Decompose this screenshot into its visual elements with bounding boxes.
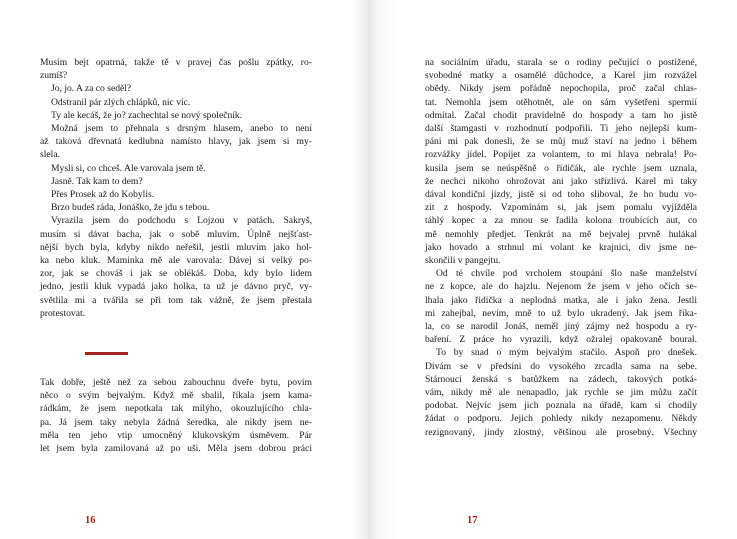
text-line: žádat o podporu. Jejich pohledy nikdy nezapomenu. Někdy xyxy=(425,413,697,425)
text-line: podobat. Nejvíc jsem jich poznala na úřadě, kam si chodily xyxy=(425,400,697,412)
text-line: rádkám, že jsem nepotkala tak milýho, okouzlujícího chla- xyxy=(40,403,312,415)
section-divider xyxy=(85,352,128,355)
text-line: baření. Z práce ho vyrazili, když ožralej opakovaně boural. xyxy=(425,334,697,346)
left-text-section-1 xyxy=(40,56,312,320)
text-line: něco o svým bejvalým. Když mě sbalil, říkala jsem kama- xyxy=(40,390,312,402)
left-text-section-2 xyxy=(40,376,312,455)
text-line: Tak dobře, ještě než za sebou zabouchnu dveře bytu, povím xyxy=(40,377,312,388)
text-line: skončili v pangejtu. xyxy=(425,255,501,267)
text-line: mi zahejbal, nevím, mně to už bylo ukradený. Jak jsem říka- xyxy=(425,307,697,319)
text-line: ne z kopce, ale do hajzlu. Nejenom že jsem v jeho očích se- xyxy=(425,281,697,293)
text-line: zumíš? xyxy=(40,70,68,82)
text-line: Dívám se v předsíni do vysokého zrcadla sama na sebe. xyxy=(425,360,697,372)
text-line: zor, jak se chováš i jak se oblékáš. Doba, kdy bylo lidem xyxy=(40,268,312,280)
text-line: páni mi pak donesli, že se můj muž staví na jedno i během xyxy=(425,136,697,148)
text-line: světlila mi a tvářila se při tom tak vážně, že jsem přestala xyxy=(40,294,312,306)
text-line: rezignovaný, jindy zlostný, většinou ale prosebný. Všechny xyxy=(425,426,697,438)
right-page xyxy=(368,0,736,539)
text-line: Jo, jo. A za co seděl? xyxy=(51,83,132,95)
text-line: obědy. Nikdy jsem pořádně nepochopila, proč začal chlas- xyxy=(425,83,697,95)
text-line: pa. Já jsem taky nebyla žádná šeredka, ale nikdy jsem ne- xyxy=(40,416,312,428)
text-line: Možná jsem to přehnala s drsným hlasem, anebo to není xyxy=(51,123,312,135)
text-line: že nechci nikoho ohrožovat ani jako střízlivá. Karel mi taky xyxy=(425,175,697,187)
text-line: Od té chvíle pod vrcholem stoupání šlo naše manželství xyxy=(436,268,697,280)
text-line: let jsem byla zamilovaná až po uši. Měla jsem dobrou práci xyxy=(40,443,312,455)
text-line: další štamgasti v rozhodnutí podpořili. Ti jeho nejlepší kum- xyxy=(425,123,697,135)
text-line: lhala jako řidička a neplodná matka, ale i jako žena. Jestli xyxy=(425,294,697,306)
text-line: svobodné matky a osamělé důchodce, a Karel jim rozvážel xyxy=(425,70,697,82)
text-line: tat. Nemohla jsem otěhotnět, ale on sám vyšetření spermií xyxy=(425,96,697,108)
text-line: Mysli si, co chceš. Ale varovala jsem tě. xyxy=(51,162,206,174)
left-page xyxy=(0,0,368,539)
text-line: Ty ale kecáš, že jo? zachechtal se nový společník. xyxy=(51,109,243,121)
text-line: protestovat. xyxy=(40,307,86,319)
text-line: ka nebo kluk. Maminka mě ale varovala: Dávej si velký po- xyxy=(40,255,312,267)
text-line: Stárnoucí ženská s batůžkem na zádech, takových potká- xyxy=(425,373,697,385)
text-line: zit z hospody. Vzpomínám si, jak jsem pomalu vyjížděla xyxy=(425,202,697,214)
text-line: odmítal. Začal chodit pravidelně do hospody a tam ho jistě xyxy=(425,109,697,121)
text-line: kusila jsem se neúspěšně o řidičák, ale rychle jsem uznala, xyxy=(425,162,697,174)
page-number-right: 17 xyxy=(467,515,478,526)
page-number-left: 16 xyxy=(85,515,96,526)
text-line: na sociálním úřadu, starala se o rodiny pečující o postižené, xyxy=(425,57,697,68)
text-line: la, co se narodil Jonáš, neměl jiný zájmy než hospodu a ry- xyxy=(425,321,697,333)
text-line: slela. xyxy=(40,149,60,161)
text-line: Přes Prosek až do Kobylis. xyxy=(51,189,155,201)
text-line: Jasně. Tak kam to dem? xyxy=(51,175,143,187)
text-line: rozvážky jídel. Popíjet za volantem, to mi hlava nebrala! Po- xyxy=(425,149,697,161)
text-line: jedno, jestli kluk vypadá jako holka, ta už je dávno pryč, vy- xyxy=(40,281,312,293)
text-line: vám, nikdy mě ale nenapadlo, jak rychle se jim můžu začít xyxy=(425,387,697,399)
text-line: měla ten jeho vtip umocněný klukovským úsměvem. Pár xyxy=(40,429,312,441)
text-line: táhlý kopec a za mnou se řadila kolona troubících aut, co xyxy=(425,215,697,227)
text-line: To by snad o mým bejvalým stačilo. Aspoň pro dnešek. xyxy=(436,347,697,359)
text-line: dával kondiční jízdy, jistě si od toho sliboval, že ho budu vo- xyxy=(425,189,697,201)
text-line: až taková dřevnatá kedlubna namísto hlavy, jak jsem si my- xyxy=(40,136,312,148)
text-line: mě nemohly předjet. Tenkrát na mě bejvalej prvně hulákal xyxy=(425,228,697,240)
right-text-section xyxy=(425,56,697,439)
text-line: Vyrazila jsem do podchodu s Lojzou v patách. Sakryš, xyxy=(51,215,312,227)
text-line: nější bych byla, kdyby nikdo neřešil, jestli mluvím jako hol- xyxy=(40,241,312,253)
text-line: musím si dávat bacha, jak o sobě mluvím. Úplně nejšťast- xyxy=(40,228,312,240)
text-line: jako hovado a strhnul mi volant ke krajnici, div jsme ne- xyxy=(425,241,697,253)
text-line: Odstranil pár zlých chlápků, nic víc. xyxy=(51,96,191,108)
text-line: Musím bejt opatrná, takže tě v pravej čas pošlu zpátky, ro- xyxy=(40,57,312,68)
text-line: Brzo budeš ráda, Jonáško, že jdu s tebou. xyxy=(51,202,210,214)
